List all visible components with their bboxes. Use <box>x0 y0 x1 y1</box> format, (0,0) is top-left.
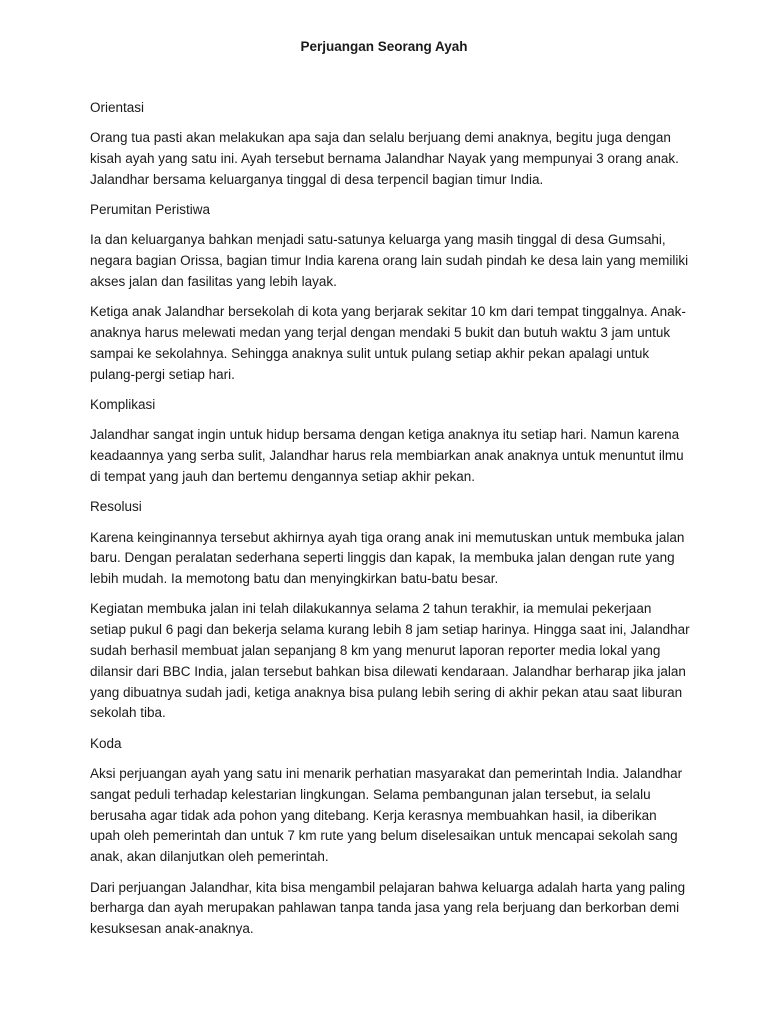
section-heading-orientasi: Orientasi <box>90 100 145 115</box>
section-heading-perumitan-peristiwa: Perumitan Peristiwa <box>90 202 211 218</box>
section-heading-resolusi: Resolusi <box>90 499 142 515</box>
paragraph: Orang tua pasti akan melakukan apa saja dan selalu berjuang demi anaknya, begitu juga dengan kisah ayah yang satu ini. Ayah tersebut bernama Jalandhar Nayak yang mempunyai 3 orang anak. Jalandhar bersama keluarganya tinggal di desa terpencil bagian timur India. <box>90 130 679 187</box>
section-heading-koda: Koda <box>90 735 122 751</box>
section-heading-komplikasi: Komplikasi <box>90 397 156 413</box>
paragraph: Kegiatan membuka jalan ini telah dilakukannya selama 2 tahun terakhir, ia memulai pekerjaan setiap pukul 6 pagi dan bekerja selama kurang lebih 8 jam setiap harinya. Hingga saat ini, Jalandhar sudah berhasil membuat jalan sepanjang 8 km yang menurut laporan reporter media lokal yang dilansir dari BBC India, jalan tersebut bahkan bisa dilewati kendaraan. Jalandhar berharap jika jalan yang dibuatnya sudah jadi, ketiga anaknya bisa pulang lebih sering di akhir pekan atau saat liburan sekolah tiba. <box>90 601 690 721</box>
document-title: Perjuangan Seorang Ayah <box>300 39 468 54</box>
paragraph: Dari perjuangan Jalandhar, kita bisa mengambil pelajaran bahwa keluarga adalah harta yang paling berharga dan ayah merupakan pahlawan tanpa tanda jasa yang rela berjuang dan berkorban demi kesuksesan anak-anaknya. <box>90 879 686 937</box>
document-body <box>90 98 690 949</box>
paragraph: Ia dan keluarganya bahkan menjadi satu-satunya keluarga yang masih tinggal di desa Gumsahi, negara bagian Orissa, bagian timur India karena orang lain sudah pindah ke desa lain yang memiliki akses jalan dan fasilitas yang lebih layak. <box>90 232 689 290</box>
paragraph: Karena keinginannya tersebut akhirnya ayah tiga orang anak ini memutuskan untuk membuka jalan baru. Dengan peralatan sederhana seperti linggis dan kapak, Ia membuka jalan dengan rute yang lebih mudah. Ia memotong batu dan menyingkirkan batu-batu besar. <box>90 529 685 587</box>
paragraph: Aksi perjuangan ayah yang satu ini menarik perhatian masyarakat dan pemerintah India. Jalandhar sangat peduli terhadap kelestarian lingkungan. Selama pembangunan jalan tersebut, ia selalu berusaha agar tidak ada pohon yang ditebang. Kerja kerasnya membuahkan hasil, ia diberikan upah oleh pemerintah dan untuk 7 km rute yang belum diselesaikan untuk mencapai sekolah sang anak, akan dilanjutkan oleh pemerintah. <box>90 766 683 865</box>
paragraph: Ketiga anak Jalandhar bersekolah di kota yang berjarak sekitar 10 km dari tempat tinggalnya. Anak-anaknya harus melewati medan yang terjal dengan mendaki 5 bukit dan butuh waktu 3 jam untuk sampai ke sekolahnya. Sehingga anaknya sulit untuk pulang setiap akhir pekan apalagi untuk pulang-pergi setiap hari. <box>90 304 686 382</box>
paragraph: Jalandhar sangat ingin untuk hidup bersama dengan ketiga anaknya itu setiap hari. Namun karena keadaannya yang serba sulit, Jalandhar harus rela membiarkan anak anaknya untuk menuntut ilmu di tempat yang jauh dan bertemu dengannya setiap akhir pekan. <box>90 427 684 484</box>
